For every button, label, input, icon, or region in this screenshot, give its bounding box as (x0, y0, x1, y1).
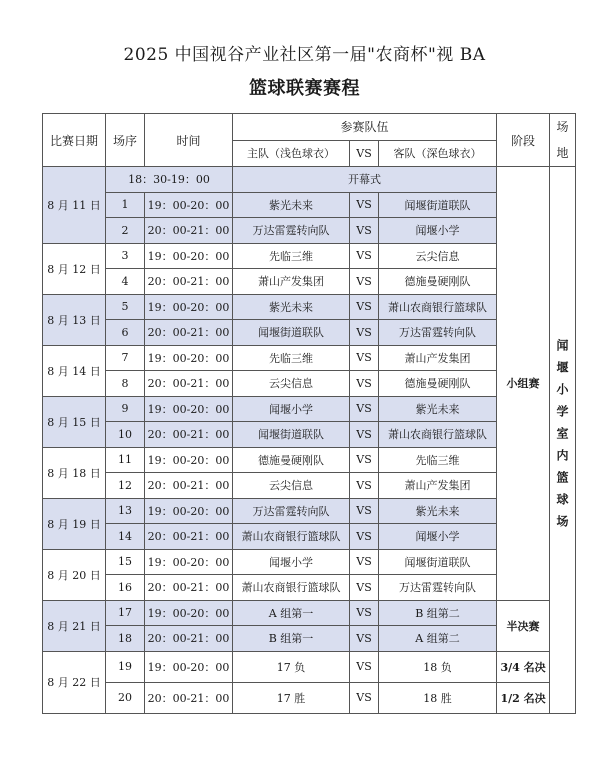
game-no: 15 (106, 549, 145, 575)
date-cell: 8 月 18 日 (43, 447, 106, 498)
game-home: 闻堰小学 (233, 549, 350, 575)
date-cell: 8 月 19 日 (43, 498, 106, 549)
game-no: 17 (106, 600, 145, 626)
game-away: 18 负 (379, 651, 497, 682)
game-vs: VS (350, 345, 379, 371)
game-away: 德施曼硬刚队 (379, 269, 497, 295)
game-row (43, 320, 576, 346)
game-time: 20：00-21：00 (145, 626, 233, 652)
game-vs: VS (350, 549, 379, 575)
game-home: 万达雷霆转向队 (233, 218, 350, 244)
game-no: 4 (106, 269, 145, 295)
game-vs: VS (350, 371, 379, 397)
game-away: 紫光未来 (379, 498, 497, 524)
game-vs: VS (350, 396, 379, 422)
title-line-2: 篮球联赛赛程 (249, 78, 360, 99)
game-row (43, 473, 576, 499)
game-away: 闻堰街道联队 (379, 192, 497, 218)
game-vs: VS (350, 294, 379, 320)
game-row (43, 422, 576, 448)
game-home: 紫光未来 (233, 294, 350, 320)
game-time: 20：00-21：00 (145, 682, 233, 713)
game-time: 20：00-21：00 (145, 269, 233, 295)
header-date: 比赛日期 (43, 114, 106, 167)
game-no: 11 (106, 447, 145, 473)
game-time: 19：00-20：00 (145, 294, 233, 320)
game-no: 6 (106, 320, 145, 346)
header-teams: 参赛队伍 (233, 114, 497, 141)
game-row (43, 218, 576, 244)
game-time: 20：00-21：00 (145, 524, 233, 550)
game-vs: VS (350, 682, 379, 713)
opening-time: 18：30-19：00 (106, 167, 233, 193)
game-vs: VS (350, 626, 379, 652)
game-time: 20：00-21：00 (145, 473, 233, 499)
game-no: 8 (106, 371, 145, 397)
game-home: B 组第一 (233, 626, 350, 652)
game-vs: VS (350, 600, 379, 626)
game-home: 万达雷霆转向队 (233, 498, 350, 524)
game-vs: VS (350, 524, 379, 550)
game-row (43, 626, 576, 652)
game-vs: VS (350, 218, 379, 244)
game-row (43, 524, 576, 550)
game-row (43, 345, 576, 371)
game-no: 19 (106, 651, 145, 682)
venue-cell (550, 167, 576, 714)
game-time: 19：00-20：00 (145, 447, 233, 473)
game-no: 5 (106, 294, 145, 320)
game-away: 萧山产发集团 (379, 345, 497, 371)
header-away: 客队（深色球衣） (379, 140, 497, 167)
game-time: 19：00-20：00 (145, 243, 233, 269)
game-away: 萧山产发集团 (379, 473, 497, 499)
game-row (43, 269, 576, 295)
date-cell: 8 月 14 日 (43, 345, 106, 396)
stage-third: 3/4 名决 (497, 651, 550, 682)
date-cell: 8 月 22 日 (43, 651, 106, 713)
game-no: 20 (106, 682, 145, 713)
stage-semi: 半决赛 (497, 600, 550, 651)
game-away: B 组第二 (379, 600, 497, 626)
game-home: 德施曼硬刚队 (233, 447, 350, 473)
game-vs: VS (350, 575, 379, 601)
game-away: 萧山农商银行篮球队 (379, 422, 497, 448)
game-time: 19：00-20：00 (145, 345, 233, 371)
game-time: 19：00-20：00 (145, 600, 233, 626)
game-no: 13 (106, 498, 145, 524)
game-away: 德施曼硬刚队 (379, 371, 497, 397)
game-away: 万达雷霆转向队 (379, 320, 497, 346)
header-venue: 场地 (550, 114, 576, 167)
game-time: 20：00-21：00 (145, 218, 233, 244)
schedule-table (42, 113, 576, 714)
game-home: 萧山产发集团 (233, 269, 350, 295)
game-away: A 组第二 (379, 626, 497, 652)
game-home: 闻堰街道联队 (233, 422, 350, 448)
game-time: 19：00-20：00 (145, 498, 233, 524)
date-cell: 8 月 15 日 (43, 396, 106, 447)
game-time: 20：00-21：00 (145, 320, 233, 346)
venue-label: 闻堰小学室内篮球场 (555, 339, 570, 538)
game-vs: VS (350, 269, 379, 295)
header-order: 场序 (106, 114, 145, 167)
game-row (43, 447, 576, 473)
game-vs: VS (350, 422, 379, 448)
game-no: 2 (106, 218, 145, 244)
game-no: 18 (106, 626, 145, 652)
game-row (43, 371, 576, 397)
game-no: 12 (106, 473, 145, 499)
game-time: 19：00-20：00 (145, 651, 233, 682)
game-time: 20：00-21：00 (145, 575, 233, 601)
game-vs: VS (350, 651, 379, 682)
game-away: 先临三维 (379, 447, 497, 473)
date-cell: 8 月 21 日 (43, 600, 106, 651)
game-away: 18 胜 (379, 682, 497, 713)
date-cell: 8 月 11 日 (43, 167, 106, 244)
game-no: 1 (106, 192, 145, 218)
date-cell: 8 月 12 日 (43, 243, 106, 294)
game-vs: VS (350, 498, 379, 524)
header-stage: 阶段 (497, 114, 550, 167)
game-home: 闻堰街道联队 (233, 320, 350, 346)
game-row (43, 600, 576, 626)
game-time: 20：00-21：00 (145, 422, 233, 448)
game-away: 萧山农商银行篮球队 (379, 294, 497, 320)
game-row (43, 396, 576, 422)
game-home: 紫光未来 (233, 192, 350, 218)
game-home: 先临三维 (233, 345, 350, 371)
game-away: 万达雷霆转向队 (379, 575, 497, 601)
game-away: 紫光未来 (379, 396, 497, 422)
game-home: A 组第一 (233, 600, 350, 626)
stage-group: 小组赛 (497, 167, 550, 601)
game-row (43, 192, 576, 218)
game-row (43, 651, 576, 682)
game-time: 19：00-20：00 (145, 549, 233, 575)
game-time: 19：00-20：00 (145, 396, 233, 422)
game-no: 16 (106, 575, 145, 601)
game-no: 3 (106, 243, 145, 269)
game-time: 20：00-21：00 (145, 371, 233, 397)
game-row (43, 682, 576, 713)
game-home: 闻堰小学 (233, 396, 350, 422)
game-vs: VS (350, 320, 379, 346)
game-home: 17 负 (233, 651, 350, 682)
stage-final: 1/2 名决 (497, 682, 550, 713)
game-away: 云尖信息 (379, 243, 497, 269)
date-cell: 8 月 20 日 (43, 549, 106, 600)
game-home: 云尖信息 (233, 473, 350, 499)
game-vs: VS (350, 473, 379, 499)
header-home: 主队（浅色球衣） (233, 140, 350, 167)
game-vs: VS (350, 192, 379, 218)
header-vs: VS (350, 140, 379, 167)
game-no: 14 (106, 524, 145, 550)
game-home: 萧山农商银行篮球队 (233, 575, 350, 601)
game-vs: VS (350, 447, 379, 473)
opening-row (43, 167, 576, 193)
game-no: 9 (106, 396, 145, 422)
game-vs: VS (350, 243, 379, 269)
game-no: 10 (106, 422, 145, 448)
game-home: 先临三维 (233, 243, 350, 269)
game-home: 萧山农商银行篮球队 (233, 524, 350, 550)
game-home: 17 胜 (233, 682, 350, 713)
opening-label: 开幕式 (233, 167, 497, 193)
game-row (43, 549, 576, 575)
game-row (43, 575, 576, 601)
game-away: 闻堰街道联队 (379, 549, 497, 575)
game-away: 闻堰小学 (379, 218, 497, 244)
game-row (43, 498, 576, 524)
game-row (43, 243, 576, 269)
game-row (43, 294, 576, 320)
game-time: 19：00-20：00 (145, 192, 233, 218)
date-cell: 8 月 13 日 (43, 294, 106, 345)
game-no: 7 (106, 345, 145, 371)
header-row-1 (43, 114, 576, 141)
game-home: 云尖信息 (233, 371, 350, 397)
title-line-1: 2025 中国视谷产业社区第一届"农商杯"视 BA (123, 45, 486, 65)
game-away: 闻堰小学 (379, 524, 497, 550)
header-time: 时间 (145, 114, 233, 167)
